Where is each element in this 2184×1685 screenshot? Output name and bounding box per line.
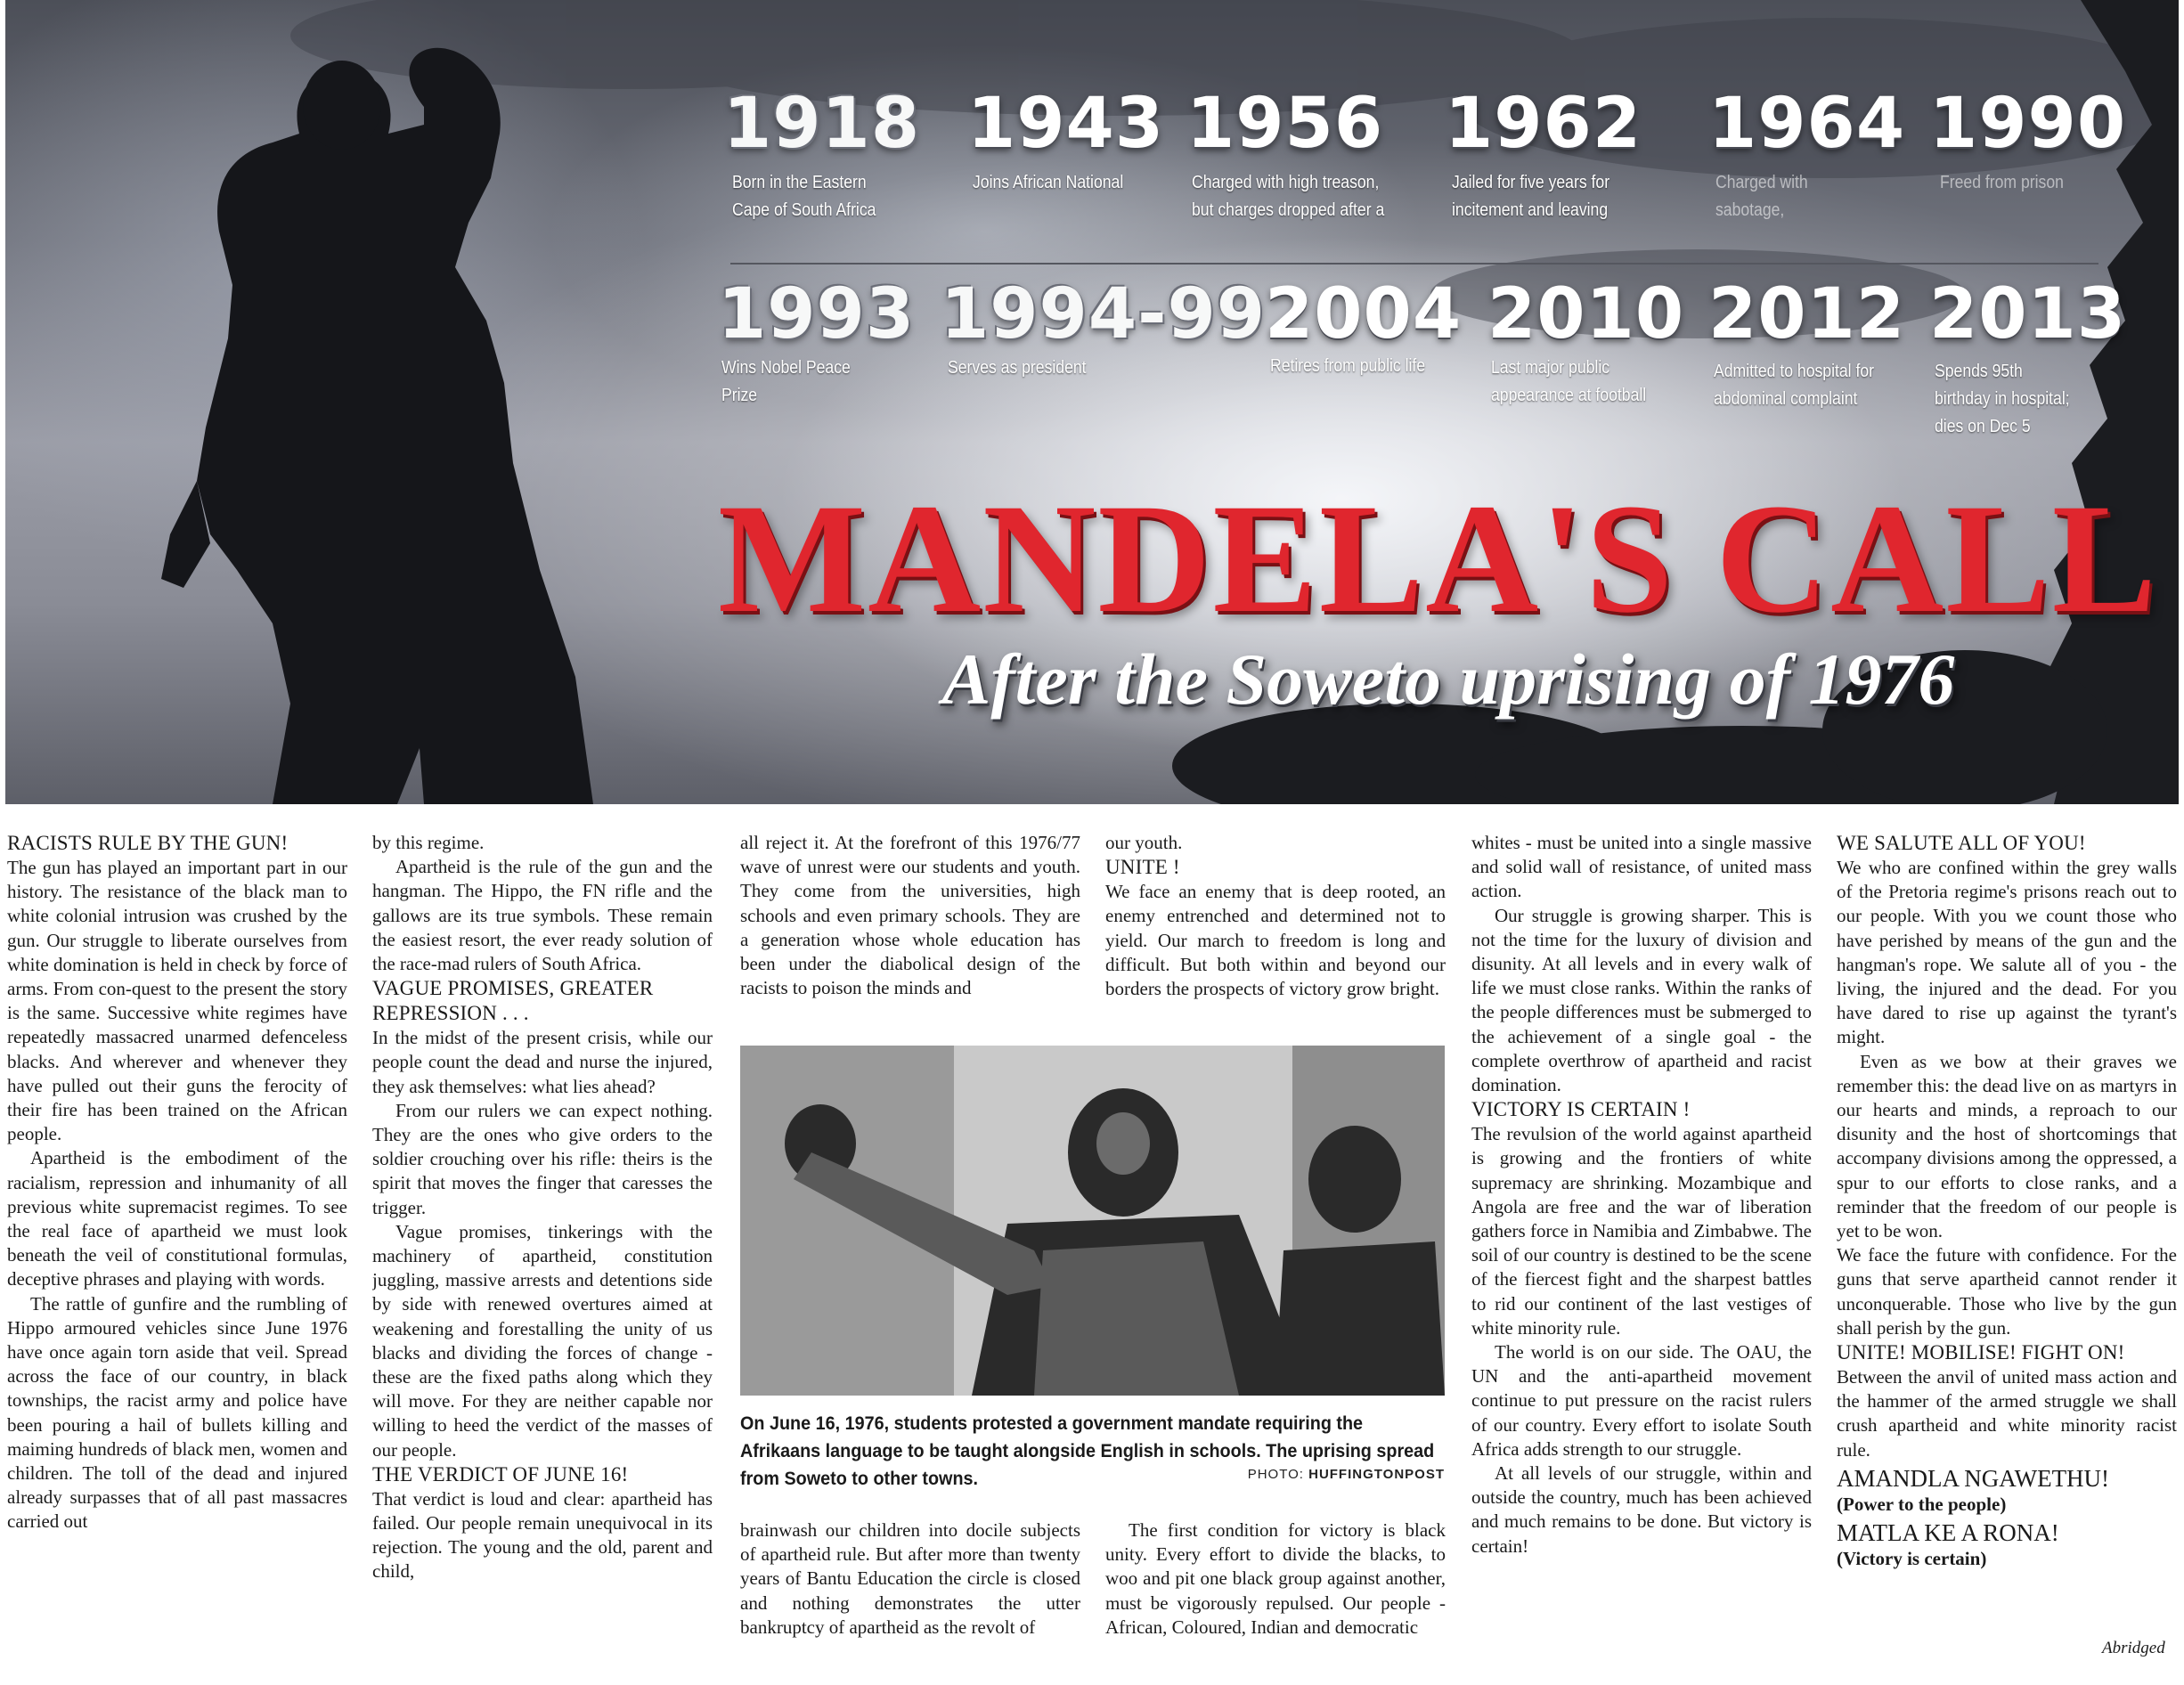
paragraph: The revulsion of the world against apartheid is growing and the frontiers of white supremacy are shrinking. Mozambique and Angola are free and the war of liberation gathers force in Namibia and Zimbabwe. The soil of our country is destined to be the scene of the fiercest fight and the sharpest battles to rid our continent of the last vestiges of white minority rule.	[1471, 1123, 1812, 1339]
article-column-4-top	[1105, 831, 1446, 1027]
photo-caption-text: On June 16, 1976, students protested a government mandate requiring the Afrikaans language to be taught alongside English in schools. The uprising spread from Soweto to other towns.	[740, 1412, 1435, 1489]
paragraph: all reject it. At the forefront of this 1976/77 wave of unrest were our students and youth. They come from the universities, high schools and even primary schools. They are a generation whose whole education has been under the diabolical design of the racists to poison the minds and	[740, 832, 1080, 999]
paragraph: Our struggle is growing sharper. This is not the time for the luxury of division and disunity. At all levels and in every walk of life we must close ranks. Within the ranks of the people differences must be submerged to the achievement of a single goal - the complete overthrow of apartheid and racist domination.	[1471, 904, 1812, 1096]
paragraph: our youth.	[1105, 832, 1183, 853]
article-column-2	[372, 831, 713, 1668]
abridged-note: Abridged	[2102, 1639, 2165, 1657]
timeline-year: 2010	[1487, 274, 1685, 354]
paragraph: Between the anvil of united mass action and the hammer of the armed struggle we shall crush apartheid and white minority racist rule.	[1837, 1366, 2177, 1461]
paragraph: Vague promises, tinkerings with the machinery of apartheid, constitution juggling, massive arrests and detentions side by side with renewed overtures aimed at weakening and forestalling the unity of us blacks and dividing the forces of change - these are the fixed paths along which they will move. For they are neither capable nor willing to heed the verdict of the masses of our people.	[372, 1220, 713, 1461]
timeline-year: 1962	[1445, 84, 1642, 164]
photo-credit-label: PHOTO:	[1247, 1467, 1309, 1482]
section-heading: VICTORY IS CERTAIN !	[1471, 1098, 1691, 1121]
section-heading: UNITE !	[1105, 856, 1180, 879]
subheadline: After the Soweto uprising of 1976	[941, 639, 1955, 720]
section-heading: UNITE! MOBILISE! FIGHT ON!	[1837, 1341, 2125, 1364]
section-heading: THE VERDICT OF JUNE 16!	[372, 1462, 629, 1486]
timeline-year: 2004	[1265, 274, 1463, 354]
article-column-3-top	[740, 831, 1080, 1027]
headline: MANDELA'S CALL	[718, 472, 2159, 646]
banner	[5, 0, 2179, 804]
paragraph: We who are confined within the grey walls of the Pretoria regime's prisons reach out to our people. With you we count those who have perished by means of the gun and the hangman's rope. We salute all of you - the living, the injured and the dead. For you have dared to rise up against the tyrant's might.	[1837, 857, 2177, 1048]
paragraph: At all levels of our struggle, within and outside the country, much has been achieved and much remains to be done. But victory is certain!	[1471, 1462, 1812, 1557]
slogan: MATLA KE A RONA!	[1837, 1518, 2059, 1546]
timeline-year: 1918	[723, 84, 921, 164]
paragraph: Apartheid is the rule of the gun and the hangman. The Hippo, the FN rifle and the gallows are its true symbols. These remain the easiest resort, the ever ready solution of the race-mad rulers of South Africa.	[372, 856, 713, 975]
paragraph: The world is on our side. The OAU, the UN and the anti-apartheid movement continue to put pressure on the racist rulers of our country. Every effort to isolate South Africa adds strength to our struggle.	[1471, 1341, 1812, 1460]
paragraph: That verdict is loud and clear: apartheid has failed. Our people remain unequivocal in its rejection. The young and the old, parent and child,	[372, 1487, 713, 1583]
section-heading: VAGUE PROMISES, GREATER REPRESSION . . .	[372, 977, 654, 1025]
timeline-event: Wins Nobel Peace Prize	[721, 358, 851, 405]
slogan-translation: (Power to the people)	[1837, 1493, 2007, 1515]
timeline-event: Spends 95th birthday in hospital; dies on Dec 5	[1935, 362, 2070, 436]
timeline-year: 2013	[1929, 274, 2127, 354]
article-column-1	[7, 831, 347, 1668]
timeline-event: Charged with sabotage,	[1715, 173, 1808, 220]
timeline-year: 1964	[1708, 84, 1906, 164]
paragraph: The first condition for victory is black unity. Every effort to divide the blacks, to woo and pit one black group against another, must be vigorously repulsed. Our people - African, Coloured, Indian and democratic	[1105, 1519, 1446, 1638]
paragraph: whites - must be united into a single massive and solid wall of resistance, of united mass action.	[1471, 832, 1812, 902]
timeline-event: Joins African National	[973, 173, 1124, 192]
paragraph: The gun has played an important part in our history. The resistance of the black man to white colonial intrusion was crushed by the gun. Our struggle to liberate ourselves from white domination is held in check by force of arms. From con-quest to the present the story is the same. Successive white regimes have repeatedly massacred unarmed defenceless blacks. And wherever and whenever they have pulled out their guns the ferocity of their fire has been trained on the African people.	[7, 857, 347, 1145]
paragraph: In the midst of the present crisis, while our people count the dead and nurse the injured, they ask themselves: what lies ahead?	[372, 1027, 713, 1097]
article-column-6	[1837, 831, 2177, 1668]
timeline-event: Jailed for five years for incitement and leaving	[1452, 173, 1610, 220]
timeline-event: Freed from prison	[1940, 173, 2064, 192]
photo-credit	[1178, 1467, 1445, 1482]
timeline-year: 1943	[967, 84, 1165, 164]
timeline-year: 1993	[718, 274, 916, 354]
paragraph: From our rulers we can expect nothing. They are the ones who give orders to the soldier crouching over his rifle: theirs is the spirit that moves the finger that caresses the trigger.	[372, 1099, 713, 1218]
timeline-divider	[730, 263, 2098, 265]
paragraph: We face an enemy that is deep rooted, an enemy entrenched and determined not to yield. Our march to freedom is long and difficult. But both within and beyond our borders the prospects of victory grow bright.	[1105, 881, 1446, 1000]
timeline-year: 1956	[1186, 84, 1384, 164]
timeline-year: 1994-99	[941, 274, 1267, 354]
paragraph: The rattle of gunfire and the rumbling of Hippo armoured vehicles since June 1976 have once again torn aside that veil. Spread across the face of our country, in black townships, the racist army and police have been pouring a hail of bullets killing and maiming hundreds of black men, women and children. The toll of the dead and injured already surpasses that of all past massacres carried out	[7, 1292, 347, 1533]
section-heading: RACISTS RULE BY THE GUN!	[7, 832, 289, 854]
paragraph: We face the future with confidence. For the guns that serve apartheid cannot render it unconquerable. Those who live by the gun shall perish by the gun.	[1837, 1244, 2177, 1339]
photo-credit-source: HUFFINGTONPOST	[1308, 1467, 1445, 1482]
soweto-protest-photo	[740, 1046, 1445, 1396]
paragraph: brainwash our children into docile subjects of apartheid rule. But after more than twenty years of Bantu Education the circle is closed and nothing demonstrates the utter bankruptcy of apartheid as the revolt of	[740, 1519, 1080, 1638]
paragraph: Apartheid is the embodiment of the racialism, repression and inhumanity of all previous white supremacist regimes. To see the real face of apartheid we must look beneath the veil of constitutional formulas, deceptive phrases and playing with words.	[7, 1147, 347, 1290]
paragraph: Even as we bow at their graves we remember this: the dead live on as martyrs in our hearts and minds, a reproach to our disunity and the host of shortcomings that accompany divisions among the oppressed, a spur to our efforts to close ranks, and a reminder that the freedom of our people is yet to be won.	[1837, 1050, 2177, 1242]
timeline-event: Admitted to hospital for abdominal complaint	[1714, 362, 1875, 409]
section-heading: WE SALUTE ALL OF YOU!	[1837, 832, 2086, 854]
article-column-5	[1471, 831, 1812, 1668]
timeline-year: 2012	[1708, 274, 1906, 354]
timeline-event: Retires from public life	[1270, 356, 1426, 376]
timeline-event: Last major public appearance at football	[1491, 358, 1647, 405]
paragraph: by this regime.	[372, 832, 485, 853]
protest-photo-image	[740, 1046, 1445, 1396]
article-column-3-bottom	[740, 1518, 1080, 1670]
article-column-4-bottom	[1105, 1518, 1446, 1670]
slogan: AMANDLA NGAWETHU!	[1837, 1464, 2110, 1492]
timeline-event: Born in the Eastern Cape of South Africa	[732, 173, 876, 220]
timeline-event: Serves as president	[948, 358, 1087, 378]
timeline-year: 1990	[1929, 84, 2127, 164]
slogan-translation: (Victory is certain)	[1837, 1547, 1987, 1569]
timeline-event: Charged with high treason, but charges dropped after a	[1192, 173, 1385, 220]
